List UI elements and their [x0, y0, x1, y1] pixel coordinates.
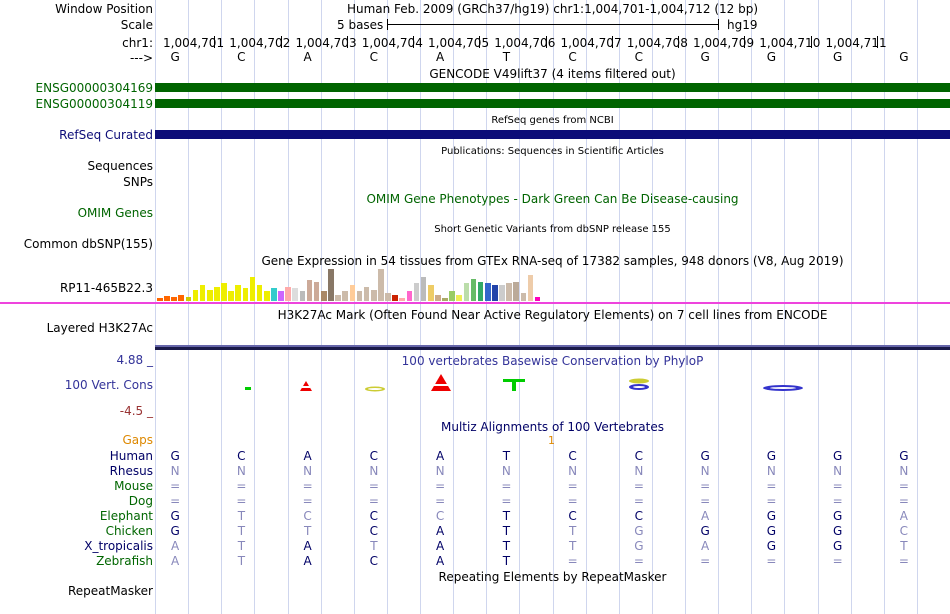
grid-line [784, 0, 785, 614]
alignment-base: = [435, 494, 446, 508]
window-position-value: Human Feb. 2009 (GRCh37/hg19) chr1:1,004,701-1,004,712 (12 bp) [346, 2, 759, 16]
ruler-tick [214, 36, 215, 48]
gtex-bar[interactable] [250, 277, 256, 301]
ruler-position: 1,004,709 [693, 36, 755, 50]
refseq-label[interactable]: RefSeq Curated [59, 128, 153, 142]
alignment-base: A [303, 554, 312, 568]
grid-line [553, 0, 554, 614]
alignment-base: = [633, 494, 644, 508]
alignment-base: G [766, 449, 777, 463]
publications-track-title[interactable]: Publications: Sequences in Scientific Articles [441, 146, 664, 157]
alignment-base: N [501, 464, 511, 478]
alignment-base: A [899, 509, 908, 523]
alignment-base: A [436, 524, 445, 538]
gtex-bar[interactable] [271, 288, 277, 301]
ruler-tick [281, 36, 282, 48]
alignment-base: = [501, 494, 512, 508]
gtex-bar[interactable] [478, 282, 484, 301]
phylop-track-title[interactable]: 100 vertebrates Basewise Conservation by PhyloP [401, 354, 704, 368]
dbsnp-track-title[interactable]: Short Genetic Variants from dbSNP release 155 [434, 224, 671, 235]
h3k27ac-track-title[interactable]: H3K27Ac Mark (Often Found Near Active Regulatory Elements) on 7 cell lines from ENCODE [277, 308, 828, 322]
grid-line [751, 0, 752, 614]
alignment-base: C [568, 509, 577, 523]
alignment-base: = [633, 479, 644, 493]
alignment-base: = [302, 479, 313, 493]
species-label[interactable]: Human [109, 449, 153, 463]
alignment-base: G [766, 509, 777, 523]
grid-line [188, 0, 189, 614]
alignment-base: = [567, 479, 578, 493]
alignment-base: = [832, 479, 843, 493]
grid-line [354, 0, 355, 614]
grid-line [288, 0, 289, 614]
logo-mark-4 [431, 374, 451, 391]
gtex-bar[interactable] [178, 295, 184, 301]
logo-mark-5 [503, 379, 525, 391]
alignment-base: T [303, 524, 312, 538]
gtex-bar[interactable] [392, 295, 398, 301]
h3k27ac-signal-lower [155, 347, 950, 350]
gtex-bar[interactable] [535, 297, 541, 301]
gtex-bar[interactable] [442, 298, 448, 301]
dbsnp-label[interactable]: Common dbSNP(155) [23, 237, 153, 251]
alignment-base: C [369, 509, 379, 523]
species-label[interactable]: Elephant [99, 509, 153, 523]
grid-line [321, 0, 322, 614]
alignment-base: G [832, 449, 843, 463]
gtex-bar[interactable] [521, 293, 527, 301]
alignment-base: = [700, 494, 711, 508]
alignment-base: A [436, 554, 445, 568]
gtex-bar[interactable] [207, 290, 213, 301]
repeatmasker-track-title[interactable]: Repeating Elements by RepeatMasker [438, 570, 667, 584]
alignment-base: A [701, 539, 710, 553]
grid-line [586, 0, 587, 614]
logo-mark-2 [300, 381, 312, 391]
dna-base: G [766, 50, 777, 64]
gtex-bar[interactable] [228, 291, 234, 301]
gtex-bar[interactable] [193, 290, 199, 301]
alignment-base: C [303, 509, 312, 523]
alignment-base: A [436, 539, 445, 553]
gtex-bar[interactable] [528, 275, 534, 301]
alignment-base: = [832, 554, 843, 568]
gtex-bar[interactable] [364, 287, 370, 301]
gtex-bar[interactable] [285, 287, 291, 301]
ruler-position: 1,004,707 [560, 36, 622, 50]
grid-line [818, 0, 819, 614]
snps-label[interactable]: SNPs [123, 175, 153, 189]
grid-line [685, 0, 686, 614]
gtex-bar[interactable] [342, 291, 348, 301]
grid-line [619, 0, 620, 614]
dna-base: C [634, 50, 644, 64]
ruler-position: 1,004,704 [361, 36, 423, 50]
gtex-bar[interactable] [278, 291, 284, 301]
alignment-base: T [237, 554, 246, 568]
ruler-position: 1,004,711 [825, 36, 887, 50]
gtex-bar[interactable] [407, 291, 413, 301]
gtex-bar-chart[interactable] [156, 268, 541, 301]
alignment-base: N [766, 464, 776, 478]
gtex-bar[interactable] [328, 269, 334, 301]
alignment-base: T [237, 509, 246, 523]
alignment-base: = [766, 494, 777, 508]
alignment-base: G [170, 509, 180, 523]
gencode-item-2-label[interactable]: ENSG00000304119 [35, 97, 153, 111]
dna-base: A [436, 50, 445, 64]
scale-bar-left-tick [387, 19, 388, 30]
alignment-base: T [900, 539, 908, 553]
gtex-bar[interactable] [264, 291, 270, 301]
gtex-bar[interactable] [378, 269, 384, 301]
alignment-base: = [236, 494, 247, 508]
gtex-bar[interactable] [485, 283, 491, 301]
gtex-bar[interactable] [157, 298, 163, 301]
alignment-base: = [832, 494, 843, 508]
chrom-label: chr1: [122, 36, 153, 50]
ruler-tick [612, 36, 613, 48]
gtex-bar[interactable] [435, 295, 441, 301]
alignment-base: C [435, 509, 445, 523]
species-label[interactable]: Dog [128, 494, 153, 508]
phylop-label[interactable]: 100 Vert. Cons [64, 378, 153, 392]
alignment-base: = [170, 494, 181, 508]
alignment-base: G [170, 524, 180, 538]
grid-line [387, 0, 388, 614]
alignment-base: N [700, 464, 710, 478]
alignment-base: G [832, 539, 843, 553]
alignment-base: T [502, 449, 511, 463]
gtex-bar[interactable] [371, 290, 377, 301]
ruler-tick [479, 36, 480, 48]
alignment-base: T [568, 539, 577, 553]
alignment-base: T [237, 524, 246, 538]
grid-line [917, 0, 918, 614]
h3k27ac-label[interactable]: Layered H3K27Ac [46, 321, 153, 335]
alignment-base: = [501, 479, 512, 493]
dna-base: A [303, 50, 312, 64]
gtex-bar[interactable] [357, 291, 363, 301]
gtex-bar[interactable] [456, 295, 462, 301]
alignment-base: T [502, 509, 511, 523]
gtex-bar[interactable] [449, 291, 455, 301]
alignment-base: = [567, 554, 578, 568]
alignment-base: = [766, 479, 777, 493]
alignment-base: G [899, 449, 909, 463]
species-label[interactable]: X_tropicalis [84, 539, 153, 553]
repeatmasker-label[interactable]: RepeatMasker [67, 584, 153, 598]
gap-count: 1 [548, 434, 555, 447]
gtex-bar[interactable] [300, 291, 306, 301]
grid-line [884, 0, 885, 614]
gtex-gene-label[interactable]: RP11-465B22.3 [59, 281, 153, 295]
ruler-position: 1,004,710 [759, 36, 821, 50]
alignment-base: A [303, 539, 312, 553]
alignment-base: A [436, 449, 445, 463]
dna-base: G [700, 50, 710, 64]
gtex-bar[interactable] [471, 279, 477, 301]
alignment-base: N [369, 464, 379, 478]
alignment-base: = [368, 494, 379, 508]
alignment-base: T [568, 524, 577, 538]
gtex-bar[interactable] [414, 283, 420, 301]
ruler-position: 1,004,708 [626, 36, 688, 50]
scale-bar-right-tick [718, 19, 719, 30]
grid-line [420, 0, 421, 614]
ruler-tick [678, 36, 679, 48]
gtex-bar[interactable] [399, 298, 405, 301]
strand-arrow: ---> [129, 51, 153, 65]
omim-label[interactable]: OMIM Genes [77, 206, 153, 220]
alignment-base: C [634, 449, 644, 463]
omim-track-title[interactable]: OMIM Gene Phenotypes - Dark Green Can Be Disease-causing [366, 192, 739, 206]
alignment-base: T [370, 539, 378, 553]
alignment-base: A [171, 539, 180, 553]
ruler-tick [877, 36, 878, 48]
gtex-track-title[interactable]: Gene Expression in 54 tissues from GTEx RNA-seq of 17382 samples, 948 donors (V8, Aug 2019) [261, 254, 844, 268]
ruler-tick [546, 36, 547, 48]
gaps-label: Gaps [122, 433, 153, 447]
alignment-base: = [633, 554, 644, 568]
alignment-base: N [435, 464, 445, 478]
alignment-base: G [170, 449, 180, 463]
ruler-tick [347, 36, 348, 48]
alignment-base: T [502, 554, 511, 568]
alignment-base: G [832, 524, 843, 538]
grid-line [718, 0, 719, 614]
ruler-position: 1,004,706 [494, 36, 556, 50]
assembly-label: hg19 [727, 18, 758, 32]
alignment-base: A [701, 509, 710, 523]
multiz-track-title[interactable]: Multiz Alignments of 100 Vertebrates [440, 420, 665, 434]
gtex-bar[interactable] [243, 288, 249, 301]
ruler-position: 1,004,702 [229, 36, 291, 50]
gtex-bar[interactable] [321, 291, 327, 301]
gtex-bar[interactable] [421, 277, 427, 301]
gtex-bar[interactable] [214, 287, 220, 301]
alignment-base: N [170, 464, 180, 478]
logo-mark-3 [365, 387, 385, 392]
alignment-base: N [634, 464, 644, 478]
alignment-base: = [898, 494, 909, 508]
alignment-base: N [236, 464, 246, 478]
alignment-base: C [369, 524, 379, 538]
gtex-bar[interactable] [385, 293, 391, 301]
alignment-base: C [634, 509, 644, 523]
phylop-min-label: -4.5 _ [119, 404, 153, 418]
gtex-bar[interactable] [513, 282, 519, 301]
alignment-base: = [898, 554, 909, 568]
alignment-base: = [700, 479, 711, 493]
phylop-max-label: 4.88 _ [116, 353, 153, 367]
gtex-bar[interactable] [307, 280, 313, 301]
species-label[interactable]: Rhesus [109, 464, 153, 478]
alignment-base: = [170, 479, 181, 493]
alignment-base: C [237, 449, 246, 463]
gencode-item-1-label[interactable]: ENSG00000304169 [35, 81, 153, 95]
gtex-bar[interactable] [335, 295, 341, 301]
alignment-base: G [700, 449, 710, 463]
ruler-tick [744, 36, 745, 48]
gtex-bar[interactable] [171, 297, 177, 301]
alignment-base: = [700, 554, 711, 568]
dna-base: T [502, 50, 511, 64]
dna-base: C [568, 50, 577, 64]
logo-mark-7 [763, 385, 803, 391]
publications-label[interactable]: Sequences [87, 159, 153, 173]
dna-base: G [899, 50, 909, 64]
track-separator-gtex [0, 302, 950, 304]
grid-line [652, 0, 653, 614]
dna-base: G [832, 50, 843, 64]
alignment-base: = [368, 479, 379, 493]
gtex-bar[interactable] [464, 283, 470, 301]
alignment-base: C [568, 449, 577, 463]
dna-base: G [170, 50, 180, 64]
gtex-bar[interactable] [292, 288, 298, 301]
alignment-base: C [369, 554, 379, 568]
grid-line [486, 0, 487, 614]
gtex-bar[interactable] [200, 285, 206, 301]
grid-line [851, 0, 852, 614]
alignment-base: G [634, 539, 644, 553]
dna-base: C [369, 50, 379, 64]
alignment-base: N [833, 464, 843, 478]
species-label[interactable]: Mouse [114, 479, 153, 493]
gencode-item-1-bar[interactable] [155, 83, 950, 92]
grid-line [155, 0, 156, 614]
grid-line [221, 0, 222, 614]
dna-base: C [237, 50, 246, 64]
alignment-base: C [899, 524, 909, 538]
alignment-base: G [634, 524, 644, 538]
grid-line [254, 0, 255, 614]
gtex-bar[interactable] [235, 285, 241, 301]
alignment-base: G [766, 524, 777, 538]
gencode-item-2-bar[interactable] [155, 99, 950, 108]
gtex-bar[interactable] [164, 296, 170, 301]
grid-line [453, 0, 454, 614]
alignment-base: A [303, 449, 312, 463]
alignment-base: N [303, 464, 313, 478]
alignment-base: = [236, 479, 247, 493]
alignment-base: N [899, 464, 909, 478]
alignment-base: G [700, 524, 710, 538]
refseq-track-title[interactable]: RefSeq genes from NCBI [491, 115, 614, 126]
ruler-tick [811, 36, 812, 48]
gtex-bar[interactable] [186, 297, 192, 301]
alignment-base: = [898, 479, 909, 493]
alignment-base: T [237, 539, 246, 553]
alignment-base: N [568, 464, 578, 478]
gtex-bar[interactable] [257, 285, 263, 301]
scale-label: Scale [120, 18, 153, 32]
ruler-position: 1,004,703 [295, 36, 357, 50]
ruler-tick [413, 36, 414, 48]
species-label[interactable]: Chicken [105, 524, 153, 538]
scale-bases: 5 bases [337, 18, 384, 32]
ruler-position: 1,004,705 [428, 36, 490, 50]
alignment-base: C [369, 449, 379, 463]
ruler-position: 1,004,701 [163, 36, 225, 50]
gtex-bar[interactable] [492, 285, 498, 301]
gtex-bar[interactable] [350, 285, 356, 301]
gtex-bar[interactable] [314, 282, 320, 301]
alignment-base: G [766, 539, 777, 553]
logo-mark-6 [629, 379, 649, 391]
alignment-base: G [832, 509, 843, 523]
alignment-base: = [302, 494, 313, 508]
alignment-base: T [502, 524, 511, 538]
window-position-label: Window Position [55, 2, 153, 16]
refseq-gene-bar[interactable] [155, 130, 950, 139]
gencode-track-title[interactable]: GENCODE V49lift37 (4 items filtered out) [429, 67, 676, 81]
species-label[interactable]: Zebrafish [96, 554, 153, 568]
alignment-base: = [435, 479, 446, 493]
gtex-bar[interactable] [221, 283, 227, 301]
alignment-base: A [171, 554, 180, 568]
gtex-bar[interactable] [499, 285, 505, 301]
gtex-bar[interactable] [506, 283, 512, 301]
alignment-base: T [502, 539, 511, 553]
grid-line [519, 0, 520, 614]
scale-bar [387, 24, 718, 25]
logo-mark-1 [245, 387, 251, 390]
alignment-base: = [567, 494, 578, 508]
alignment-base: = [766, 554, 777, 568]
gtex-bar[interactable] [428, 285, 434, 301]
phylop-logo [155, 368, 950, 398]
